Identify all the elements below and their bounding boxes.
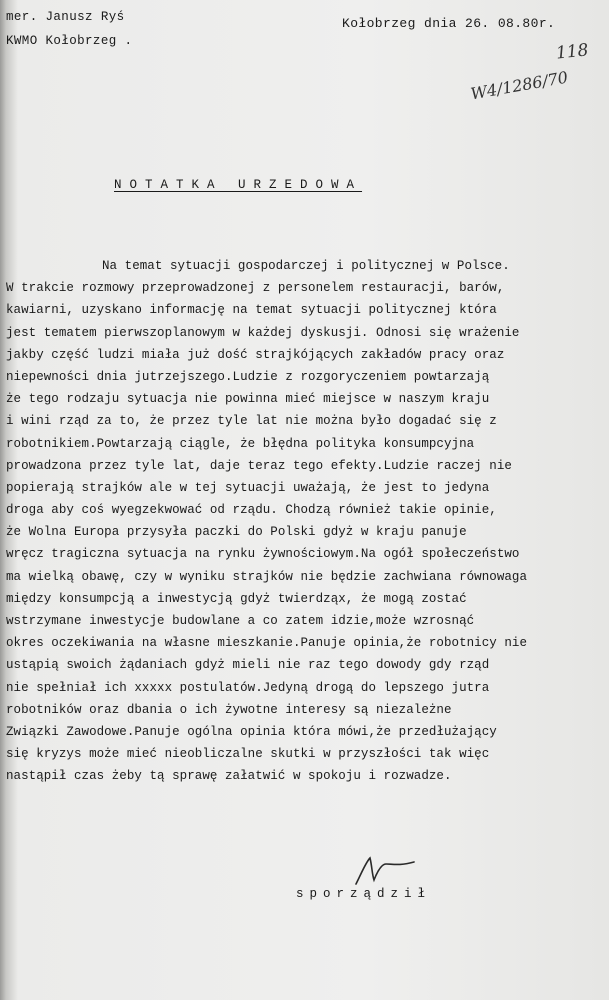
body-line: ustąpią swoich żądaniach gdyż mieli nie raz tego dowody gdy rząd (6, 658, 490, 673)
document-body (6, 255, 606, 788)
body-line: wstrzymane inwestycje budowlane a co zatem idzie,może wzrosnąć (6, 614, 475, 628)
body-line: Związki Zawodowe.Panuje ogólna opinia która mówi,że przedłużający (6, 724, 497, 739)
handwritten-registry-mark: W4/1286/70 (469, 67, 570, 104)
sender-unit: KWMO Kołobrzeg . (6, 34, 133, 48)
body-line: kawiarni, uzyskano informację na temat sytuacji politycznej która (6, 303, 497, 318)
body-line: że tego rodzaju sytuacja nie powinna mieć miejsce w naszym kraju (6, 392, 490, 407)
body-line: popierają strajków ale w tej sytuacji uważają, że jest to jedyna (6, 480, 490, 495)
sender-name: mer. Janusz Ryś (6, 10, 125, 24)
handwritten-signature (352, 852, 422, 892)
body-line: W trakcie rozmowy przeprowadzonej z personelem restauracji, barów, (6, 281, 505, 296)
body-line: niepewności dnia jutrzejszego.Ludzie z rozgoryczeniem powtarzają (6, 369, 490, 384)
body-line: nie spełniał ich xxxxx postulatów.Jedyną drogą do lepszego jutra (6, 680, 490, 695)
body-line: robotników oraz dbania o ich żywotne interesy są niezależne (6, 702, 452, 717)
document-title: NOTATKA URZEDOWA (114, 178, 363, 192)
document-date: Kołobrzeg dnia 26. 08.80r. (342, 16, 556, 31)
handwritten-page-number: 118 (555, 40, 590, 64)
body-line: robotnikiem.Powtarzają ciągle, że błędna polityka konsumpcyjna (6, 436, 475, 451)
body-line: między konsumpcją a inwestycją gdyż twierdząx, że mogą zostać (6, 591, 467, 606)
body-line: że Wolna Europa przysyła paczki do Polski gdyż w kraju panuje (6, 525, 467, 540)
body-line: nastąpił czas żeby tą sprawę załatwić w spokoju i rozwadze. (6, 769, 452, 784)
body-line: się kryzys może mieć nieobliczalne skutki w przyszłości tak więc (6, 747, 490, 762)
body-line: prowadzona przez tyle lat, daje teraz tego efekty.Ludzie raczej nie (6, 458, 512, 473)
body-line: droga aby coś wyegzekwować od rządu. Chodzą również takie opinie, (6, 503, 497, 518)
body-line: jakby część ludzi miała już dość strajkójących zakładów pracy oraz (6, 347, 505, 362)
signed-by-label: sporządził (296, 887, 432, 901)
body-line: ma wielką obawę, czy w wyniku strajków nie będzie zachwiana równowaga (6, 569, 528, 584)
body-line: okres oczekiwania na własne mieszkanie.Panuje opinia,że robotnicy nie (6, 636, 528, 651)
body-line: wręcz tragiczna sytuacja na rynku żywnościowym.Na ogół społeczeństwo (6, 547, 520, 562)
body-line: i wini rząd za to, że przez tyle lat nie można było dogadać się z (6, 414, 497, 429)
body-line: Na temat sytuacji gospodarczej i politycznej w Polsce. (102, 259, 510, 273)
body-line: jest tematem pierwszoplanowym w każdej dyskusji. Odnosi się wrażenie (6, 325, 520, 340)
